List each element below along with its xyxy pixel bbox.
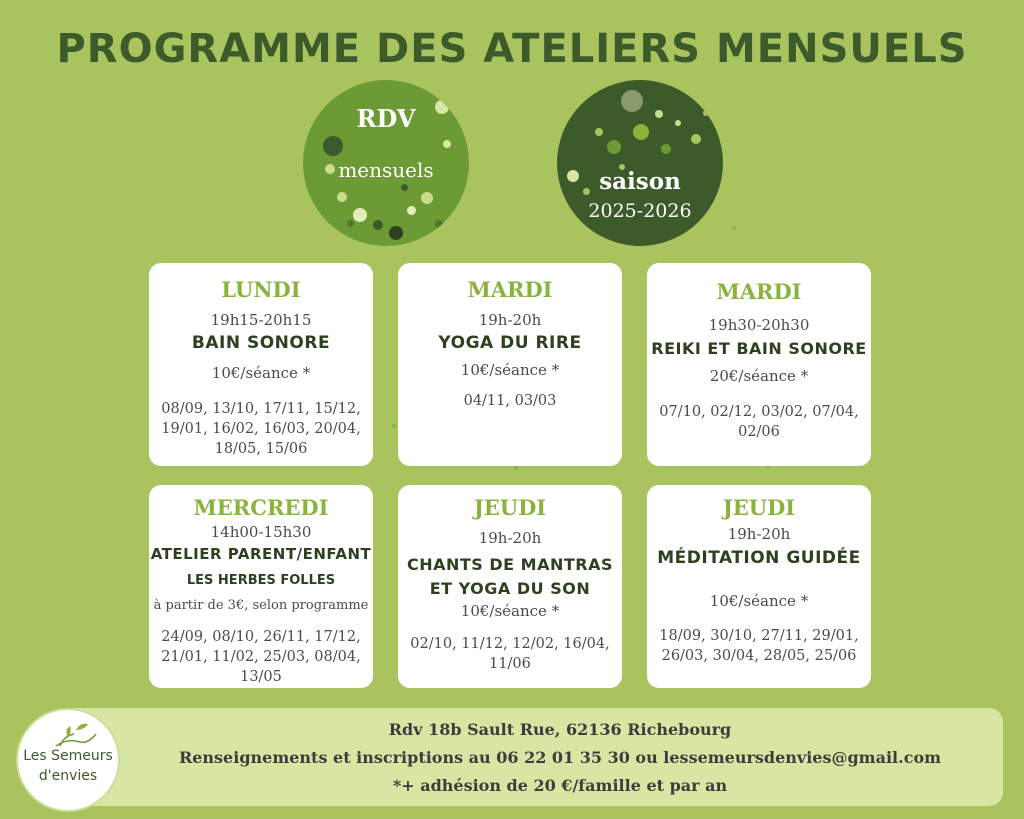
- card-price-note: à partir de 3€, selon programme: [153, 598, 369, 613]
- card-time: 19h-20h: [727, 525, 791, 543]
- season-badge-line2: 2025-2026: [588, 200, 692, 222]
- card-day: JEUDI: [473, 495, 547, 520]
- card-title: CHANTS DE MANTRAS ET YOGA DU SON: [406, 555, 614, 598]
- card-price: 10€/séance *: [460, 361, 560, 379]
- card-dates: 04/11, 03/03: [463, 393, 557, 409]
- contact-footer: [60, 708, 1003, 806]
- card-dates: 24/09, 08/10, 26/11, 17/12, 21/01, 11/02, 25/03, 08/04, 13/05: [161, 629, 361, 685]
- workshop-card-chants-de-mantras: [398, 485, 622, 688]
- logo-line1: Les Semeurs: [23, 748, 113, 764]
- card-time: 19h30-20h30: [708, 316, 810, 334]
- card-day: MERCREDI: [193, 495, 329, 520]
- card-day: LUNDI: [221, 277, 301, 302]
- card-price: 10€/séance *: [211, 364, 311, 382]
- rdv-badge-line1: RDV: [356, 104, 416, 133]
- season-badge-line1: saison: [599, 168, 681, 195]
- logo-line2: d'envies: [38, 768, 98, 784]
- card-time: 14h00-15h30: [210, 523, 312, 541]
- page-title: PROGRAMME DES ATELIERS MENSUELS: [56, 26, 968, 72]
- workshop-card-atelier-parent-enfant: [149, 485, 373, 688]
- card-time: 19h-20h: [478, 529, 542, 547]
- card-price: 10€/séance *: [709, 592, 809, 610]
- card-dates: 02/10, 11/12, 12/02, 16/04, 11/06: [410, 636, 610, 672]
- rdv-badge: [303, 80, 469, 246]
- card-day: JEUDI: [722, 495, 796, 520]
- card-title: REIKI ET BAIN SONORE: [651, 339, 867, 358]
- card-time: 19h15-20h15: [210, 311, 312, 329]
- card-title: ATELIER PARENT/ENFANT: [150, 545, 372, 563]
- card-dates: 08/09, 13/10, 17/11, 15/12, 19/01, 16/02, 16/03, 20/04, 18/05, 15/06: [161, 401, 361, 457]
- card-time: 19h-20h: [478, 311, 542, 329]
- workshop-card-bain-sonore: [149, 263, 373, 466]
- card-subtitle: LES HERBES FOLLES: [186, 573, 336, 588]
- card-day: MARDI: [467, 277, 553, 302]
- workshop-card-reiki: [647, 263, 871, 466]
- workshop-card-meditation-guidee: [647, 485, 871, 688]
- rdv-badge-line2: mensuels: [338, 158, 434, 182]
- card-title: BAIN SONORE: [191, 333, 331, 353]
- card-day: MARDI: [716, 279, 802, 304]
- card-title: YOGA DU RIRE: [438, 333, 582, 353]
- card-dates: 07/10, 02/12, 03/02, 07/04, 02/06: [659, 404, 859, 440]
- card-title: MÉDITATION GUIDÉE: [657, 548, 861, 568]
- footer-membership-note: *+ adhésion de 20 €/famille et par an: [392, 776, 728, 795]
- card-price: 20€/séance *: [709, 367, 809, 385]
- footer-address: Rdv 18b Sault Rue, 62136 Richebourg: [388, 720, 732, 739]
- card-price: 10€/séance *: [460, 602, 560, 620]
- card-dates: 18/09, 30/10, 27/11, 29/01, 26/03, 30/04, 28/05, 25/06: [659, 628, 859, 664]
- season-badge: [557, 80, 723, 246]
- footer-contact: Renseignements et inscriptions au 06 22 01 35 30 ou lessemeursdenvies@gmail.com: [178, 748, 942, 767]
- les-semeurs-logo: [16, 708, 120, 812]
- workshop-card-yoga-du-rire: [398, 263, 622, 466]
